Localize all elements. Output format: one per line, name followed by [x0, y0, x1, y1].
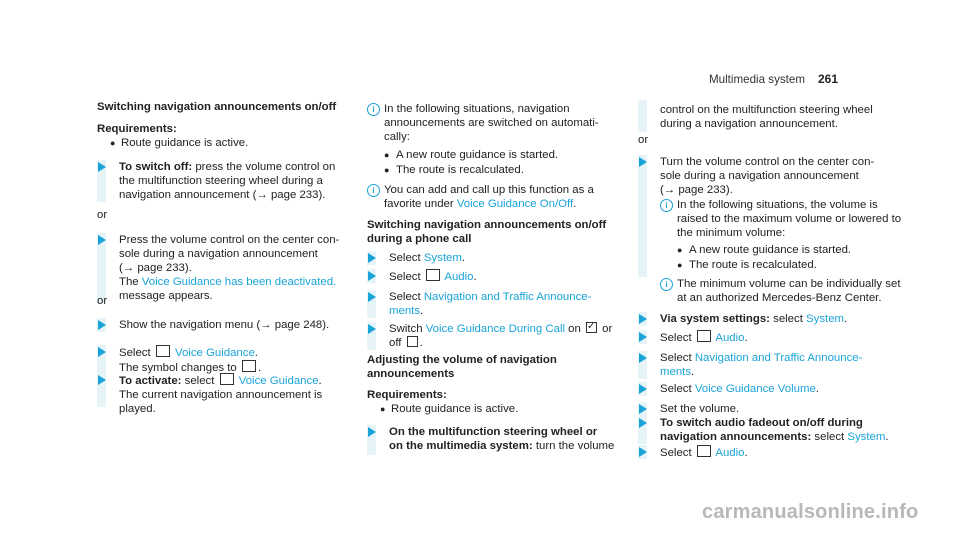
page-header-title: Multimedia system	[709, 73, 805, 86]
info-icon: i	[367, 184, 380, 197]
step-arrow-icon	[97, 373, 106, 387]
bullet-item: ● A new route guidance is started.	[384, 149, 559, 161]
requirement-item: ● Route guidance is active.	[110, 137, 249, 149]
step-via-system-settings: Via system settings: select System.	[638, 312, 903, 326]
info-note: i In the following situations, navigation announcements are switched on automati- cally:	[367, 102, 632, 144]
bullet-icon: ●	[110, 138, 116, 148]
info-note: i In the following situations, the volume is raised to the maximum volume or lowered to the minimum volume:	[660, 198, 903, 240]
step-switch-off: To switch off: press the volume control on the multifunction steering wheel during a navigation announcement (→ page 233).	[97, 160, 362, 202]
step-show-nav-menu: Show the navigation menu (→ page 248).	[97, 318, 362, 332]
bullet-icon: ●	[384, 165, 390, 175]
step-switch-voice-during-call: Switch Voice Guidance During Call on ✓ or off .	[367, 322, 632, 350]
info-note: i You can add and call up this function as a favorite under Voice Guidance On/Off.	[367, 183, 632, 211]
step-set-volume: Set the volume.	[638, 402, 903, 416]
bullet-icon: ●	[677, 260, 683, 270]
step-arrow-icon	[97, 160, 106, 174]
step-activate: To activate: select Voice Guidance. The current navigation announcement is played.	[97, 373, 362, 416]
voice-guidance-off-icon	[220, 373, 234, 385]
step-arrow-icon	[367, 425, 376, 439]
section-heading: Switching navigation announcements on/off	[97, 101, 337, 113]
step-select-audio: Select Audio.	[367, 269, 632, 284]
or-text: or	[97, 295, 108, 307]
bullet-icon: ●	[677, 245, 683, 255]
or-text: or	[638, 134, 649, 146]
voice-guidance-on-icon	[156, 345, 170, 357]
checkbox-unchecked-icon	[407, 336, 418, 347]
step-arrow-icon	[638, 351, 647, 365]
step-arrow-icon	[638, 416, 647, 430]
step-select-nav-traffic: Select Navigation and Traffic Announce- ments.	[367, 290, 632, 318]
step-press-volume: Press the volume control on the center con- sole during a navigation announcement (→ page 233). The Voice Guidance has been deactivated. message appears.	[97, 233, 362, 303]
step-arrow-icon	[367, 290, 376, 304]
step-arrow-icon	[97, 345, 106, 359]
step-arrow-icon	[97, 233, 106, 247]
audio-icon	[697, 445, 711, 457]
checkbox-checked-icon	[586, 322, 597, 333]
step-arrow-icon	[638, 382, 647, 396]
bullet-icon: ●	[384, 150, 390, 160]
step-arrow-icon	[638, 312, 647, 326]
step-continued: control on the multifunction steering wheel during a navigation announcement.	[660, 104, 873, 130]
voice-guidance-off-icon	[242, 360, 256, 372]
step-turn-volume: On the multifunction steering wheel or on the multimedia system: turn the volume	[367, 425, 632, 453]
watermark: carmanualsonline.info	[702, 501, 919, 523]
step-select-audio: Select Audio.	[638, 330, 903, 345]
section-heading: Adjusting the volume of navigation announcements	[367, 354, 557, 380]
info-note: i The minimum volume can be individually set at an authorized Mercedes-Benz Center.	[660, 277, 903, 305]
step-select-nav-traffic: Select Navigation and Traffic Announce- ments.	[638, 351, 903, 379]
step-arrow-icon	[638, 445, 647, 459]
step-arrow-icon	[367, 322, 376, 336]
step-select-system: Select System.	[367, 251, 632, 265]
bullet-item: ● The route is recalculated.	[384, 164, 524, 176]
requirements-label: Requirements:	[97, 123, 177, 135]
info-icon: i	[660, 278, 673, 291]
info-icon: i	[367, 103, 380, 116]
section-heading: Switching navigation announcements on/off during a phone call	[367, 219, 607, 245]
bullet-item: ● A new route guidance is started.	[677, 244, 852, 256]
bullet-item: ● The route is recalculated.	[677, 259, 817, 271]
step-arrow-icon	[638, 330, 647, 344]
step-arrow-icon	[367, 251, 376, 265]
step-arrow-icon	[638, 155, 647, 169]
audio-icon	[426, 269, 440, 281]
step-select-audio: Select Audio.	[638, 445, 903, 460]
step-select-voice-volume: Select Voice Guidance Volume.	[638, 382, 903, 396]
step-turn-volume-control: Turn the volume control on the center con- sole during a navigation announcement (→ page 233).	[638, 155, 903, 197]
audio-icon	[697, 330, 711, 342]
step-arrow-icon	[638, 402, 647, 416]
step-arrow-icon	[367, 269, 376, 283]
bullet-icon: ●	[380, 404, 386, 414]
requirement-item: ● Route guidance is active.	[380, 403, 519, 415]
requirements-label: Requirements:	[367, 389, 447, 401]
step-select-voice-guidance: Select Voice Guidance. The symbol changes to .	[97, 345, 362, 375]
step-arrow-icon	[97, 318, 106, 332]
page-number: 261	[817, 72, 838, 86]
step-audio-fadeout: To switch audio fadeout on/off during navigation announcements: select System.	[638, 416, 903, 444]
or-text: or	[97, 209, 108, 221]
info-icon: i	[660, 199, 673, 212]
